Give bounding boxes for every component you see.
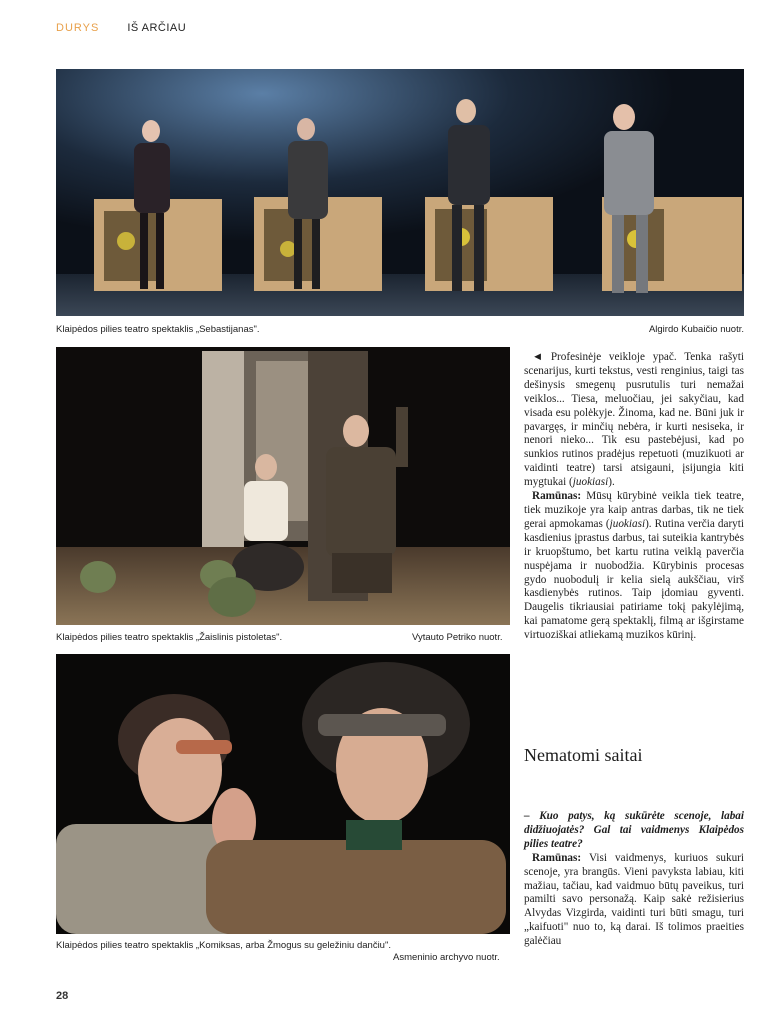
photo3-caption: Klaipėdos pilies teatro spektaklis „Komiksas, arba Žmogus su geležiniu dančiu". <box>56 940 391 951</box>
interview-question: – Kuo patys, ką sukūrėte scenoje, labai didžiuojatės? Gal tai vaidmenys Klaipėdos pilies teatre? <box>524 810 744 850</box>
photo1-credit: Algirdo Kubaičio nuotr. <box>648 324 744 335</box>
speaker-label: Ramūnas: <box>532 490 582 503</box>
section-heading: Nematomi saitai <box>524 745 643 765</box>
running-header <box>56 22 186 38</box>
stage-photo-zaislinis-pistoletas <box>56 347 510 625</box>
speaker-label: Ramūnas: <box>532 851 582 864</box>
page-number: 28 <box>56 990 69 1002</box>
article-column-top <box>524 351 744 643</box>
article-paragraph-1: ◄ Profesinėje veikloje ypač. Tenka rašyti scenarijus, kurti tekstus, vesti renginius, taigi tas dešinysis smegenų pusrutulis turi nemažai veiklos... Tiesa, meluočiau, jei sakyčiau, kad visada esu polėkyje. Žinoma, kad ne. Būni juk ir pavargęs, ir minčių nebėra, ir kurti nesiseka, ir nenori nieko... Tik esu pastebėjusi, kad po sunkios rutinos pradėjus repetuoti (muzikuoti ar vaidinti teatre) tarsi atsigauni, įsijungia kiti mygtukai (juokiasi). <box>524 351 744 489</box>
photo2-caption: Klaipėdos pilies teatro spektaklis „Žaislinis pistoletas". <box>56 632 283 643</box>
article-paragraph-3: Ramūnas: Visi vaidmenys, kuriuos sukuri scenoje, yra brangūs. Vieni pavyksta labiau, kiti mažiau, tačiau, kad vaidmuo būtų paveikus, turi pamilti savo personažą. Kaip sakė režisierius Alvydas Vizgirda, vaidinti turi būti smagu, turi „kaifuoti" nuo to, ką darai. Iš tolimos praeities galėčiau <box>524 851 744 948</box>
stage-photo-sebastijanas <box>56 69 744 316</box>
photo2-credit: Vytauto Petriko nuotr. <box>412 632 503 643</box>
stage-photo-komiksas <box>56 654 510 934</box>
section-title: IŠ ARČIAU <box>127 22 187 34</box>
photo1-caption: Klaipėdos pilies teatro spektaklis „Sebastijanas". <box>56 324 260 335</box>
article-column-bottom <box>524 810 744 949</box>
magazine-brand: DURYS <box>56 22 100 34</box>
photo3-credit: Asmeninio archyvo nuotr. <box>393 952 500 963</box>
article-paragraph-2: Ramūnas: Mūsų kūrybinė veikla tiek teatre, tiek muzikoje yra kaip antras darbas, tik ne tiek gerai apmokamas (juokiasi). Rutina verčia daryti kasdienius įprastus darbus, tai suteikia kantrybės ir kruopštumo, bet kartu rutina veiklą paverčia nuspėjama ir nuobodžia. Kūrybinis procesas gydo nuobodulį ir kelia sielą aukščiau, virš kasdienybės rutinos. Taip įdomiau gyventi. Daugelis tikriausiai patiriame tokį pakylėjimą, kai pamatome gerą spektaklį, filmą ar išgirstame virtuoziškai atliekamą muzikos kūrinį. <box>524 490 744 642</box>
